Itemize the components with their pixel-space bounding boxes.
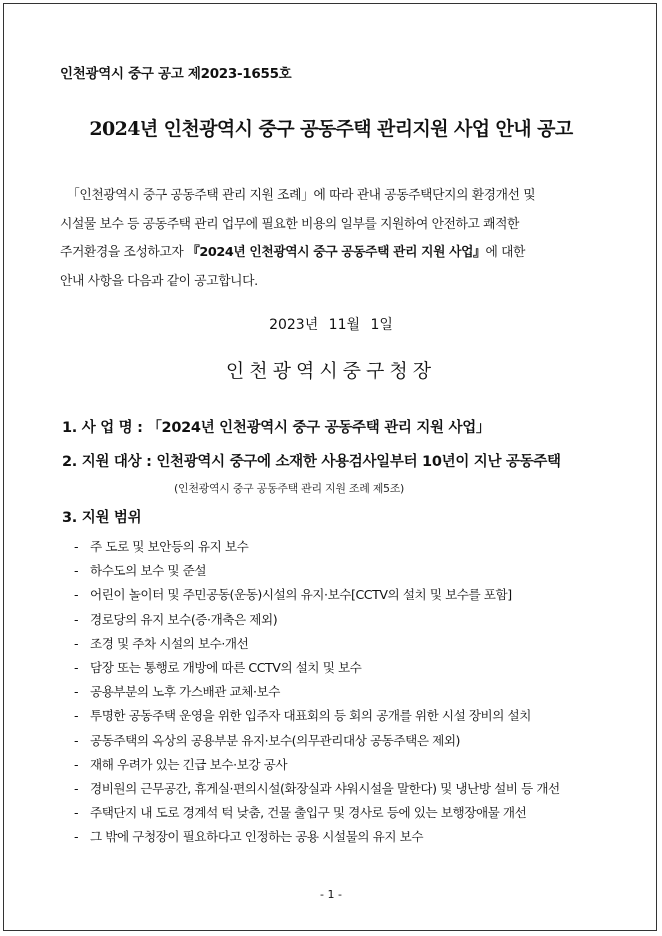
intro-text: 에 대한 [485,245,525,260]
dash-bullet: - [74,732,79,748]
scope-item [74,801,604,825]
intro-paragraph [60,182,600,296]
dash-bullet: - [74,635,79,651]
intro-line: 「인천광역시 중구 공동주택 관리 지원 조례」에 따라 관내 공동주택단지의 환경개선 및 [67,188,536,203]
notice-number: 인천광역시 중구 공고 제2023-1655호 [60,66,292,82]
intro-text: 주거환경을 조성하고자 [60,245,187,260]
dash-bullet: - [74,684,79,700]
scope-item [74,608,604,632]
scope-item [74,704,604,728]
scope-item [74,559,604,583]
scope-item-text: 어린이 놀이터 및 주민공동(운동)시설의 유지·보수[CCTV의 설치 및 보수를 포함] [90,587,512,603]
dash-bullet: - [74,539,79,554]
dash-bullet: - [74,563,79,579]
scope-item [74,825,604,849]
scope-item [74,777,604,801]
scope-item [74,583,604,607]
scope-item-text: 하수도의 보수 및 준설 [90,563,207,579]
support-scope-list [74,535,604,849]
dash-bullet: - [74,829,79,845]
dash-bullet: - [74,756,79,772]
project-name-item: 1. 사 업 명 : 「2024년 인천광역시 중구 공동주택 관리 지원 사업」 [62,420,491,436]
scope-item-text: 경로당의 유지 보수(증·개축은 제외) [90,611,278,627]
target-basis-note: (인천광역시 중구 공동주택 관리 지원 조례 제5조) [174,482,405,495]
scope-item-text: 공동주택의 옥상의 공용부분 유지·보수(의무관리대상 공동주택은 제외) [90,732,460,748]
support-target-item: 2. 지원 대상 : 인천광역시 중구에 소재한 사용검사일부터 10년이 지난 공동주택 [62,454,561,470]
issuer-name: 인천광역시중구청장 [225,360,437,382]
scope-item [74,753,604,777]
scope-item [74,680,604,704]
support-scope-heading: 3. 지원 범위 [62,510,142,526]
dash-bullet: - [74,611,79,627]
scope-item-text: 주 도로 및 보안등의 유지 보수 [90,539,249,554]
scope-item [74,729,604,753]
page-number: - 1 - [320,888,342,901]
dash-bullet: - [74,659,79,675]
scope-item-text: 그 밖에 구청장이 필요하다고 인정하는 공용 시설물의 유지 보수 [90,829,424,845]
scope-item-text: 경비원의 근무공간, 휴게실·편의시설(화장실과 샤워시설을 말한다) 및 냉난방 설비 등 개선 [90,780,560,796]
dash-bullet: - [74,708,79,724]
scope-item-text: 재해 우려가 있는 긴급 보수·보강 공사 [90,756,288,772]
scope-item-text: 투명한 공동주택 운영을 위한 입주자 대표회의 등 회의 공개를 위한 시설 장비의 설치 [90,708,531,724]
document-title: 2024년 인천광역시 중구 공동주택 관리지원 사업 안내 공고 [89,118,573,140]
scope-item-text: 조경 및 주차 시설의 보수·개선 [90,635,249,651]
dash-bullet: - [74,587,79,603]
announcement-date: 2023년 11월 1일 [269,317,393,333]
dash-bullet: - [74,805,79,821]
project-name-emphasis: 『2024년 인천광역시 중구 공동주택 관리 지원 사업』 [186,245,486,260]
scope-item [74,656,604,680]
scope-item [74,535,604,559]
intro-line: 안내 사항을 다음과 같이 공고합니다. [60,273,258,289]
dash-bullet: - [74,780,79,796]
scope-item [74,632,604,656]
scope-item-text: 주택단지 내 도로 경계석 턱 낮춤, 건물 출입구 및 경사로 등에 있는 보행장애물 개선 [90,805,527,821]
scope-item-text: 공용부분의 노후 가스배관 교체·보수 [90,684,280,700]
scope-item-text: 담장 또는 통행로 개방에 따른 CCTV의 설치 및 보수 [90,659,362,675]
intro-line: 시설물 보수 등 공동주택 관리 업무에 필요한 비용의 일부를 지원하여 안전하고 쾌적한 [60,216,520,232]
intro-line [60,239,600,268]
